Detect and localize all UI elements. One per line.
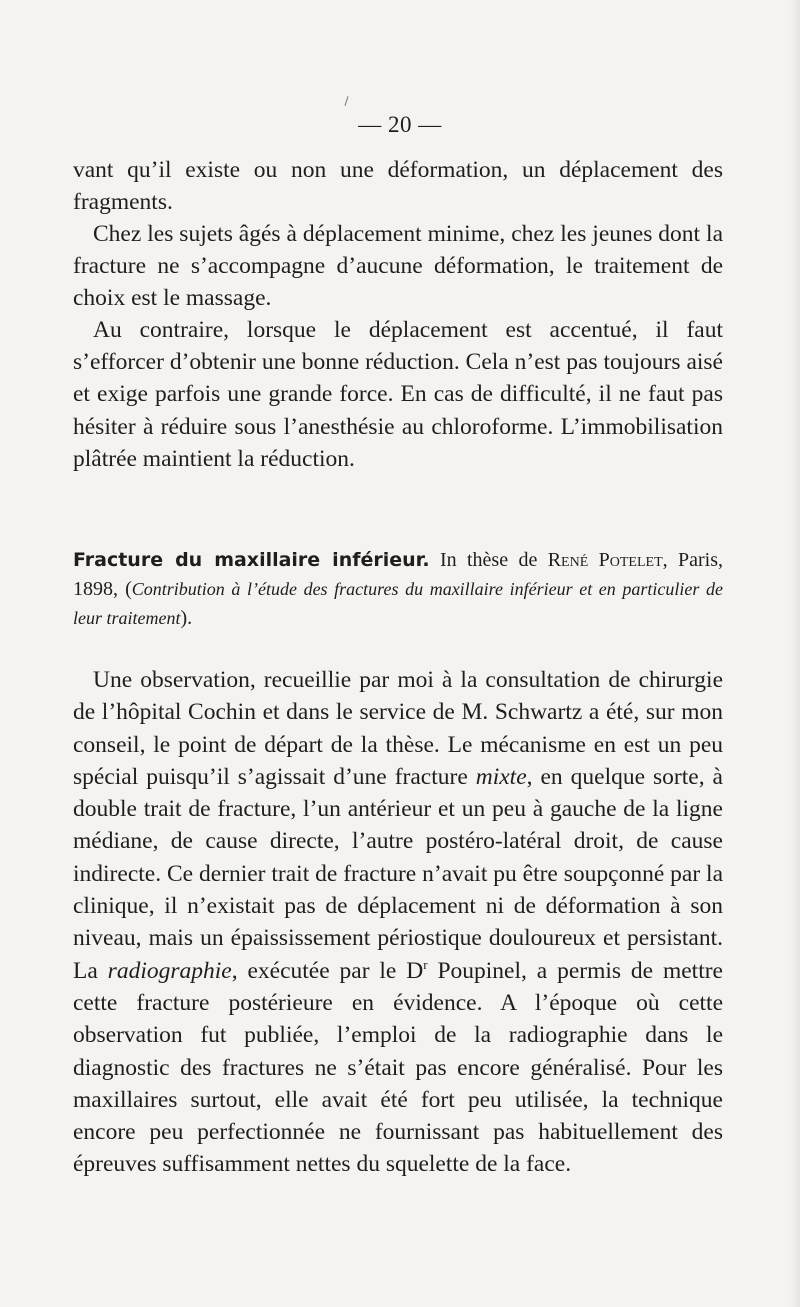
stray-mark [344, 96, 348, 106]
paragraph-observation [73, 664, 723, 1181]
obs-text-3: , exécutée par le D [231, 957, 424, 984]
obs-text-4: Poupinel, a permis de mettre cette fracture postérieure en évidence. A l’époque où cette observation fut publiée, l’emploi de la radiographie dans le diagnostic des fractures ne s’était pas encore généralisé. Pour les maxillaires surtout, elle avait été fort peu utilisée, la technique encore peu perfectionnée ne fournissant pas habituellement des épreuves suffisamment nettes du squelette de la face. [73, 957, 723, 1178]
page-edge-shadow [790, 0, 800, 1307]
section-work-title: Contribution à l’étude des fractures du maxillaire inférieur et en particulier de leur traitement [73, 579, 723, 628]
obs-text-1: Une observation, recueillie par moi à la consultation de chirurgie de l’hôpital Cochin et dans le service de M. Schwartz a été, sur mon conseil, le point de départ de la thèse. Le mécanisme en est un peu spécial puisqu’il s’agissait d’une fracture [73, 667, 723, 790]
paragraph-reduction: Au contraire, lorsque le déplacement est accentué, il faut s’efforcer d’obtenir une bonne réduction. Cela n’est pas toujours aisé et exige parfois une grande force. En cas de difficulté, il ne faut pas hésiter à réduire sous l’anesthésie au chloroforme. L’immobilisation plâtrée maintient la réduction. [73, 317, 723, 472]
page-number: — 20 — [358, 112, 442, 137]
section-author: René Potelet [547, 549, 663, 571]
paragraph-continuation: vant qu’il existe ou non une déformation, un déplacement des fragments. [73, 157, 723, 216]
paragraph-elderly-patients: Chez les sujets âgés à déplacement minime, chez les jeunes dont la fracture ne s’accompagne d’aucune déformation, le traitement de choix est le massage. [73, 221, 723, 312]
obs-mixte: mixte [475, 763, 527, 790]
section-intro: In thèse de [439, 549, 538, 571]
section-heading [73, 546, 723, 633]
obs-radiographie: radiographie [107, 957, 232, 984]
section-close: ). [180, 607, 193, 629]
obs-sup: r [423, 956, 428, 972]
section-place-year: , Paris, 1898, ( [73, 549, 723, 600]
section-title: Fracture du maxillaire inférieur. [73, 549, 430, 571]
obs-text-2: , en quelque sorte, à double trait de fracture, l’un antérieur et un peu à gauche de la ligne médiane, de cause directe, l’autre postéro-latéral droit, de cause indirecte. Ce dernier trait de fracture n’avait pu être soupçonné par la clinique, il n’existait pas de déplacement ni de déformation à son niveau, mais un épaississement périostique douloureux et persistant. La [73, 763, 723, 984]
